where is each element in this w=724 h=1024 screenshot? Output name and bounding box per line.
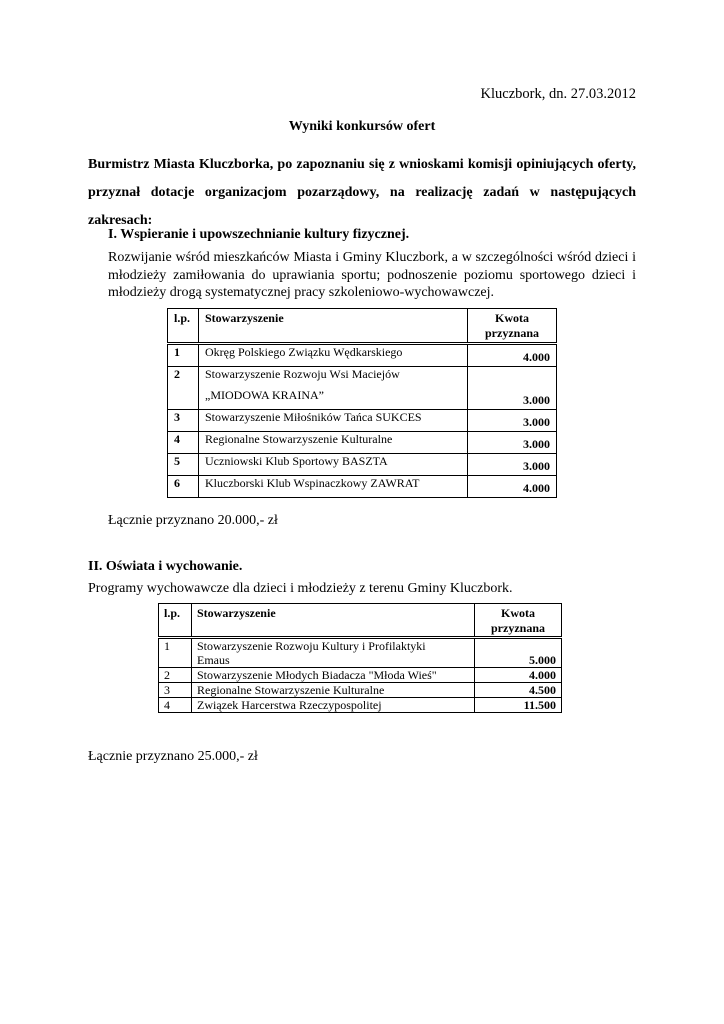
section-2-total: Łącznie przyznano 25.000,- zł [88, 749, 258, 764]
section-2-grants-table [158, 603, 562, 713]
section-1-grants-table [167, 308, 557, 498]
table-row [168, 476, 557, 498]
row-organization [192, 638, 475, 668]
row-amount: 11.500 [475, 698, 562, 713]
row-lp: 2 [159, 668, 192, 683]
row-lp: 6 [168, 476, 199, 498]
column-header-lp: l.p. [168, 309, 199, 344]
section-2-description: Programy wychowawcze dla dzieci i młodzieży z terenu Gminy Kluczbork. [88, 581, 513, 596]
row-lp: 3 [168, 410, 199, 432]
row-lp: 2 [168, 367, 199, 410]
table-row [159, 683, 562, 698]
row-amount: 4.000 [468, 476, 557, 498]
section-2-heading: II. Oświata i wychowanie. [88, 559, 243, 574]
row-organization: Kluczborski Klub Wspinaczkowy ZAWRAT [199, 476, 468, 498]
column-header-amount-line-1: Kwota [495, 311, 529, 325]
row-organization: Związek Harcerstwa Rzeczypospolitej [192, 698, 475, 713]
column-header-amount-line-1: Kwota [501, 606, 535, 620]
column-header-amount [468, 309, 557, 344]
table-row [168, 367, 557, 410]
row-amount: 4.000 [468, 344, 557, 367]
section-1-total: Łącznie przyznano 20.000,- zł [108, 513, 278, 528]
row-organization: Uczniowski Klub Sportowy BASZTA [199, 454, 468, 476]
row-lp: 4 [159, 698, 192, 713]
row-amount: 3.000 [468, 367, 557, 410]
row-lp: 1 [159, 638, 192, 668]
column-header-amount [475, 604, 562, 638]
row-organization-line-2: „MIODOWA KRAINA” [205, 388, 324, 402]
row-lp: 4 [168, 432, 199, 454]
column-header-lp: l.p. [159, 604, 192, 638]
table-row [159, 638, 562, 668]
table-row [168, 410, 557, 432]
table-row [168, 454, 557, 476]
table-header-row [159, 604, 562, 638]
row-lp: 1 [168, 344, 199, 367]
row-lp: 5 [168, 454, 199, 476]
table-row [159, 668, 562, 683]
row-organization: Okręg Polskiego Związku Wędkarskiego [199, 344, 468, 367]
table-header-row [168, 309, 557, 344]
section-1-description [108, 249, 636, 302]
row-organization: Regionalne Stowarzyszenie Kulturalne [199, 432, 468, 454]
row-organization: Stowarzyszenie Miłośników Tańca SUKCES [199, 410, 468, 432]
section-1-desc-line-2: młodzieży zamiłowania do uprawiania sportu; podnoszenie poziomu sportowego dzieci i [108, 267, 636, 283]
table-row [159, 698, 562, 713]
row-organization-line-1: Stowarzyszenie Rozwoju Kultury i Profilaktyki [197, 639, 426, 653]
document-date: Kluczbork, dn. 27.03.2012 [480, 86, 636, 102]
column-header-amount-line-2: przyznana [491, 621, 545, 635]
row-amount: 5.000 [475, 638, 562, 668]
row-amount: 3.000 [468, 410, 557, 432]
intro-line-1: Burmistrz Miasta Kluczborka, po zapoznaniu się z wnioskami komisji opiniujących oferty, [88, 157, 636, 172]
row-organization: Regionalne Stowarzyszenie Kulturalne [192, 683, 475, 698]
row-amount: 4.500 [475, 683, 562, 698]
table-row [168, 432, 557, 454]
column-header-amount-line-2: przyznana [485, 326, 539, 340]
row-organization-line-2: Emaus [197, 653, 230, 667]
section-1-desc-line-1: Rozwijanie wśród mieszkańców Miasta i Gminy Kluczbork, a w szczególności wśród dzieci i [108, 250, 636, 265]
intro-paragraph [88, 151, 636, 235]
row-amount: 3.000 [468, 454, 557, 476]
row-organization: Stowarzyszenie Młodych Biadacza "Młoda Wieś" [192, 668, 475, 683]
section-1-desc-line-3: młodzieży drogą systematycznej pracy szkoleniowo-wychowawczej. [108, 285, 495, 300]
intro-line-2: przyznał dotacje organizacjom pozarządowy, na realizację zadań w następujących zakresach: [88, 185, 636, 228]
column-header-organization: Stowarzyszenie [199, 309, 468, 344]
row-organization-line-1: Stowarzyszenie Rozwoju Wsi Maciejów [205, 367, 400, 381]
row-amount: 4.000 [475, 668, 562, 683]
section-1-heading: I. Wspieranie i upowszechnianie kultury fizycznej. [108, 227, 410, 242]
row-lp: 3 [159, 683, 192, 698]
table-row [168, 344, 557, 367]
row-amount: 3.000 [468, 432, 557, 454]
column-header-organization: Stowarzyszenie [192, 604, 475, 638]
row-organization [199, 367, 468, 410]
document-title: Wyniki konkursów ofert [288, 119, 436, 134]
